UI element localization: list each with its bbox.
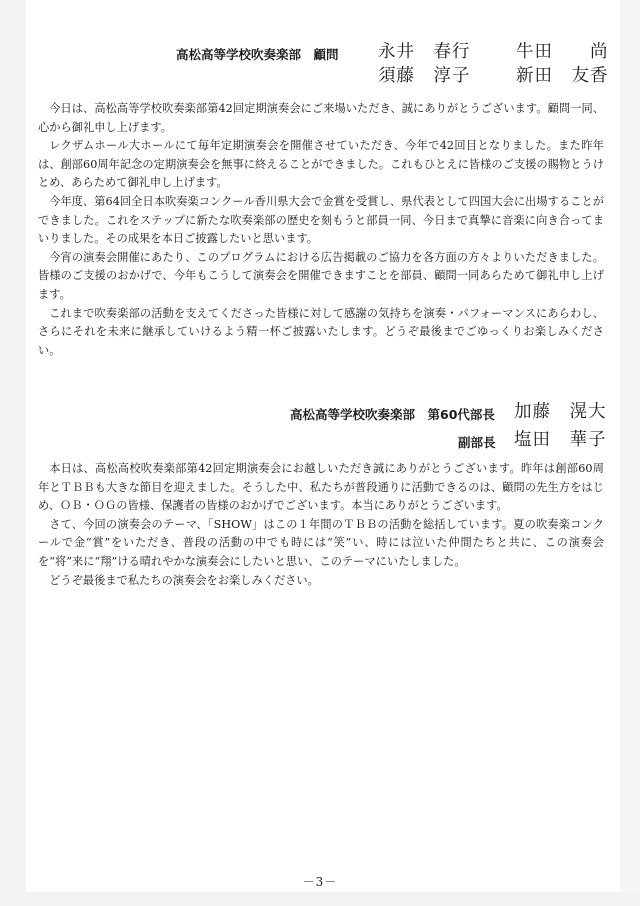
advisor-name-3: 須藤 淳子 (378, 66, 471, 86)
scan-margin-left (0, 0, 26, 906)
advisor-org-role: 高松高等学校吹奏楽部 顧問 (176, 47, 339, 62)
captain-paragraph: 本日は、高松高校吹奏楽部第42回定期演奏会にお越しいただき誠にありがとうございます。昨年は創部60周年とＴＢＢも大きな節目を迎えました。そうした中、私たちが普段通りに活動できるのは、顧問の先生方をはじめ、ＯＢ・ＯＧの皆様、保護者の皆様のおかげでございます。本当にありがとうございます。 (38, 462, 604, 513)
captain-paragraph: さて、今回の演奏会のテーマ、「SHOW」はこの１年間のＴＢＢの活動を総括しています。夏の吹奏楽コンクールで金“賞”をいただき、普段の活動の中でも時には“笑”い、時には泣いた仲間たちと共に、この演奏会を“将”来に“翔”ける晴れやかな演奏会にしたいと思い、このテーマにいたしました。 (38, 517, 604, 568)
vice-captain-name: 塩田 華子 (514, 430, 607, 450)
advisor-paragraph: これまで吹奏楽部の活動を支えてくださった皆様に対して感謝の気持ちを演奏・パフォーマンスにあらわし、さらにそれを未来に継承していけるよう精一杯ご披露いたします。どうぞ最後までごゆっくりお楽しみください。 (38, 306, 604, 357)
advisor-paragraph: 今日は、高松高等学校吹奏楽部第42回定期演奏会にご来場いただき、誠にありがとうございます。顧問一同、心から御礼申し上げます。 (38, 102, 604, 134)
advisor-name-4: 新田 友香 (516, 66, 609, 86)
scan-margin-right (620, 0, 640, 906)
advisor-name-2: 牛田 尚 (516, 42, 609, 62)
advisor-name-1: 永井 春行 (378, 42, 471, 62)
advisor-paragraph: 今年度、第64回全日本吹奏楽コンクール香川県大会で金賞を受賞し、県代表として四国大会に出場することができました。これをステップに新たな吹奏楽部の歴史を刻もうと部員一同、今日まで真摯に音楽に向き合ってまいりました。その成果を本日ご披露したいと思います。 (38, 194, 604, 246)
captain-message (38, 460, 604, 590)
captain-name: 加藤 滉大 (514, 402, 607, 422)
captain-paragraph: どうぞ最後まで私たちの演奏会をお楽しみください。 (49, 573, 319, 587)
advisor-paragraph: 今宵の演奏会開催にあたり、このプログラムにおける広告掲載のご協力を各方面の方々よりいただきました。皆様のご支援のおかげで、今年もこうして演奏会を開催できますことを部員、顧問一同あらためて御礼申し上げます。 (38, 250, 604, 301)
vice-captain-role: 副部長 (458, 435, 496, 450)
captain-org-role: 高松高等学校吹奏楽部 第60代部長 (290, 407, 495, 422)
page-number: －3－ (302, 875, 338, 889)
advisor-paragraph: レクザムホール大ホールにて毎年定期演奏会を開催させていただき、今年で42回目となりました。また昨年は、創部60周年記念の定期演奏会を無事に終えることができました。これもひとえに皆様のご支援の賜物とうけとめ、あらためて御礼申し上げます。 (38, 139, 604, 190)
advisor-message (38, 100, 604, 360)
scan-margin-bottom (0, 892, 640, 906)
